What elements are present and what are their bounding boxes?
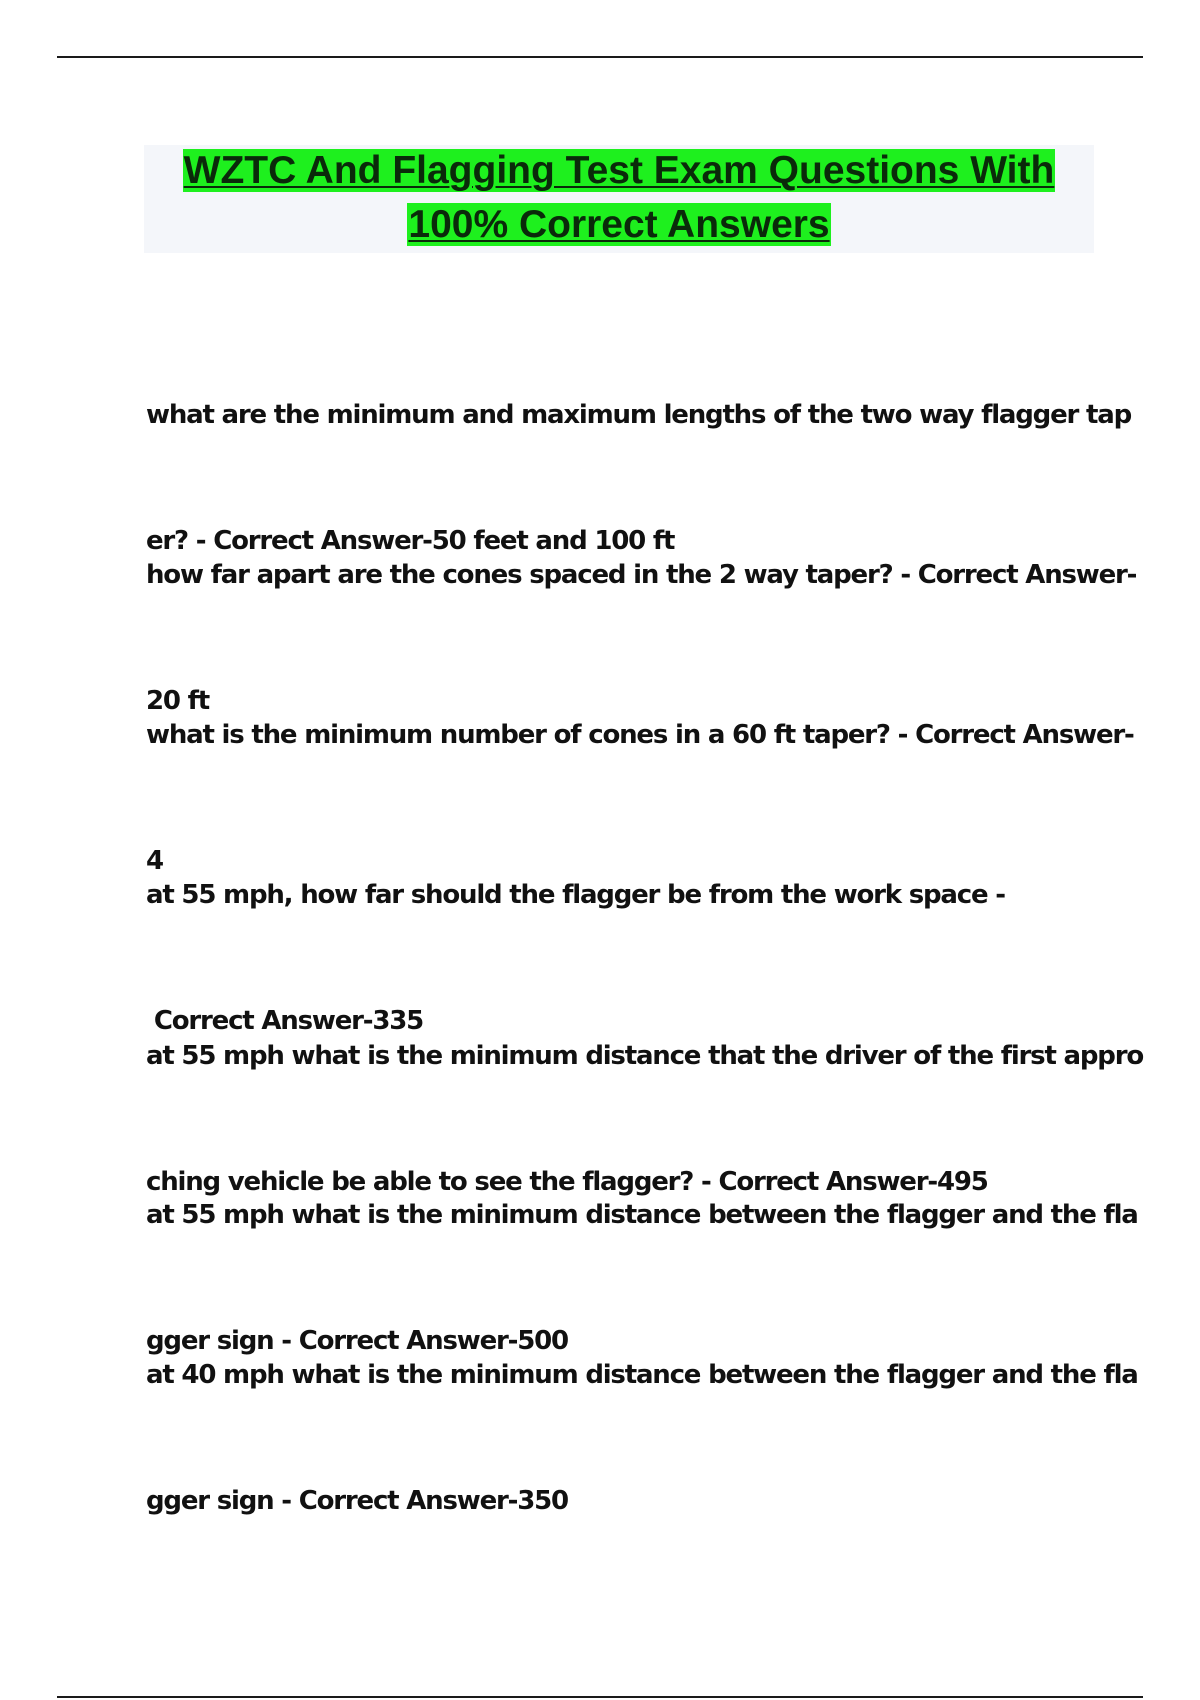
question-item [146, 1270, 1138, 1564]
document-title-line-2: 100% Correct Answers [408, 203, 830, 246]
question-text-continued: Correct Answer-335 [146, 1006, 424, 1036]
question-text-continued: 4 [146, 846, 163, 876]
question-text-continued: gger sign - Correct Answer-500 [146, 1326, 568, 1356]
question-text: what are the minimum and maximum lengths of the two way flagger tap [146, 400, 1131, 430]
bottom-rule [57, 1696, 1143, 1698]
question-text: at 55 mph what is the minimum distance that the driver of the first appro [146, 1041, 1143, 1071]
title-box [144, 145, 1094, 253]
question-text-continued: gger sign - Correct Answer-350 [146, 1486, 568, 1516]
question-text-continued: 20 ft [146, 686, 209, 716]
question-text-continued: ching vehicle be able to see the flagger? - Correct Answer-495 [146, 1167, 988, 1197]
question-text-continued: er? - Correct Answer-50 feet and 100 ft [146, 526, 675, 556]
question-text: what is the minimum number of cones in a 60 ft taper? - Correct Answer- [146, 720, 1134, 750]
document-title-line-1: WZTC And Flagging Test Exam Questions With [183, 149, 1055, 192]
question-text: at 55 mph what is the minimum distance between the flagger and the fla [146, 1200, 1138, 1230]
top-rule [57, 56, 1143, 58]
question-text: at 55 mph, how far should the flagger be from the work space - [146, 880, 1005, 910]
question-text: how far apart are the cones spaced in the 2 way taper? - Correct Answer- [146, 560, 1137, 590]
question-text: at 40 mph what is the minimum distance between the flagger and the fla [146, 1360, 1138, 1390]
